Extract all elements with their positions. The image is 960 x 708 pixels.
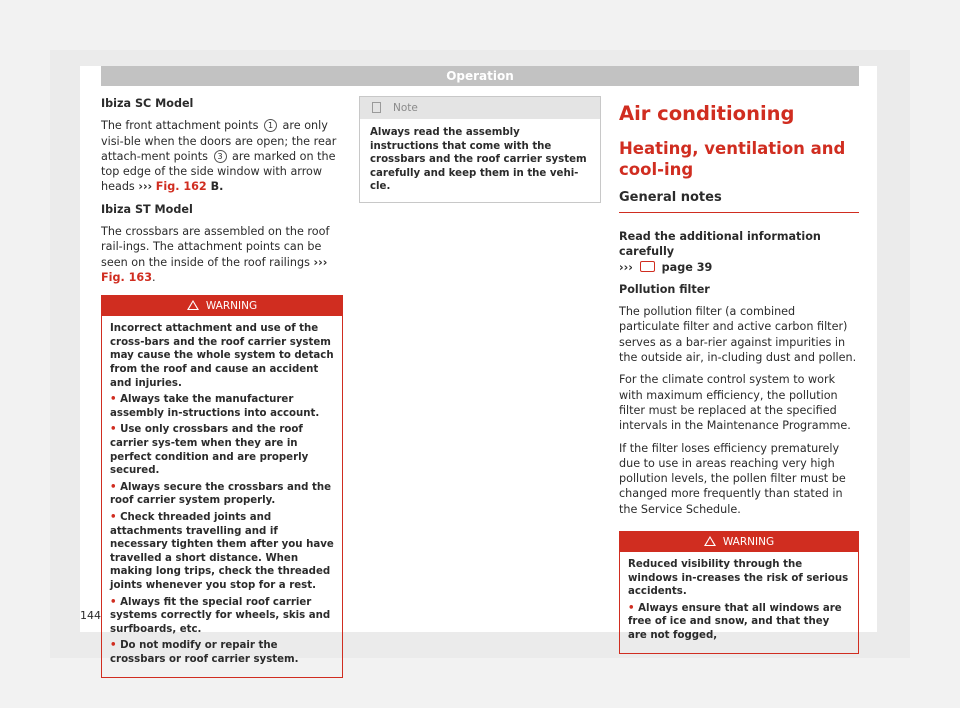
warning-item: • Always take the manufacturer assembly in-structions into account. xyxy=(110,394,320,419)
page-39-link[interactable]: page 39 xyxy=(661,260,713,274)
warning-intro: Reduced visibility through the windows in-creases the risk of serious accidents. xyxy=(628,559,849,598)
heading-general-notes: General notes xyxy=(619,190,859,213)
column-left xyxy=(101,96,343,678)
bullet-icon: • xyxy=(110,394,121,406)
column-middle xyxy=(359,96,601,203)
arrow-marker: ››› xyxy=(313,255,328,269)
bullet-icon: • xyxy=(110,481,121,493)
arrow-marker: ››› xyxy=(619,260,633,274)
bullet-icon: • xyxy=(628,602,639,614)
book-icon xyxy=(640,261,655,272)
arrow-marker: ››› xyxy=(138,180,153,194)
bullet-icon: • xyxy=(110,640,121,652)
read-note xyxy=(619,229,859,275)
callout-3: 3 xyxy=(214,150,227,163)
callout-1: 1 xyxy=(264,119,277,132)
warning-title: WARNING xyxy=(722,536,775,549)
bullet-icon: • xyxy=(110,511,121,523)
heading-pollution-filter: Pollution filter xyxy=(619,282,710,296)
warning-triangle-icon xyxy=(187,300,199,310)
warning-title: WARNING xyxy=(205,300,258,313)
page-number: 144 xyxy=(80,609,101,622)
read-note-text: Read the additional information carefully xyxy=(619,230,821,259)
sc-text-b: are only visi-ble when the doors are open; the rear attach-ment points xyxy=(101,119,337,163)
note-text: Always read the assembly instructions that come with the crossbars and the roof carrier system carefully and keep them in the vehi-cle. xyxy=(370,127,587,193)
st-ref-suffix: . xyxy=(151,270,156,284)
warning-item: • Always fit the special roof carrier systems correctly for wheels, skis and surfboards, etc. xyxy=(110,596,331,635)
heading-ibiza-sc: Ibiza SC Model xyxy=(101,97,194,110)
paragraph-filter-2: For the climate control system to work with maximum efficiency, the pollution filter must be replaced at the specified intervals in the Maintenance Programme. xyxy=(619,373,851,433)
sc-ref-suffix: B. xyxy=(206,180,224,194)
warning-item: • Check threaded joints and attachments travelling and if necessary tighten them after you have travelled a short distance. When making long trips, check the threaded joints whenever you stop for a rest. xyxy=(110,511,334,591)
column-right xyxy=(619,96,859,654)
warning-item: • Do not modify or repair the crossbars or roof carrier system. xyxy=(110,640,299,665)
heading-air-conditioning: Air conditioning xyxy=(619,102,795,125)
paragraph-filter-1: The pollution filter (a combined particulate filter and active carbon filter) serves as a bar-rier against impurities in the outside air, in-cluding dust and pollen. xyxy=(619,305,857,365)
sc-text-c: are marked on the top edge of the side window with arrow heads xyxy=(101,149,336,194)
note-title: Note xyxy=(393,102,418,114)
note-box xyxy=(359,96,601,203)
heading-ibiza-st: Ibiza ST Model xyxy=(101,202,193,216)
warning-item: • Use only crossbars and the roof carrier sys-tem when they are in perfect condition and are properly secured. xyxy=(110,424,309,477)
note-header xyxy=(360,97,600,119)
warning-box xyxy=(101,295,343,677)
paragraph-sc xyxy=(101,118,343,194)
warning-intro: Incorrect attachment and use of the cross-bars and the roof carrier system may cause the whole system to detach from the roof and cause an accident and injuries. xyxy=(110,323,334,389)
warning-body xyxy=(102,316,342,676)
note-icon xyxy=(372,102,381,113)
warning-item: • Always ensure that all windows are free of ice and snow, and that they are not fogged, xyxy=(628,602,842,642)
sc-text-a: The front attachment points xyxy=(101,119,262,133)
warning-item: • Always secure the crossbars and the roof carrier system properly. xyxy=(110,481,331,507)
warning-box xyxy=(619,531,859,654)
warning-header xyxy=(620,532,858,552)
fig-162-link[interactable]: Fig. 162 xyxy=(155,180,207,194)
st-text: The crossbars are assembled on the roof rail-ings. The attachment points can be seen on the inside of the roof railings xyxy=(101,225,330,269)
section-header: Operation xyxy=(101,66,859,86)
warning-triangle-icon xyxy=(704,536,716,546)
fig-163-link[interactable]: Fig. 163 xyxy=(101,270,152,284)
paragraph-st xyxy=(101,224,343,285)
warning-body xyxy=(620,552,858,653)
bullet-icon: • xyxy=(110,596,121,608)
bullet-icon: • xyxy=(110,424,121,436)
warning-header xyxy=(102,296,342,316)
paragraph-filter-3: If the filter loses efficiency prematurely due to use in areas reaching very high pollution levels, the pollen filter must be changed more frequently than stated in the Service Schedule. xyxy=(619,441,846,516)
heading-heating-ventilation: Heating, ventilation and cool-ing xyxy=(619,139,846,179)
